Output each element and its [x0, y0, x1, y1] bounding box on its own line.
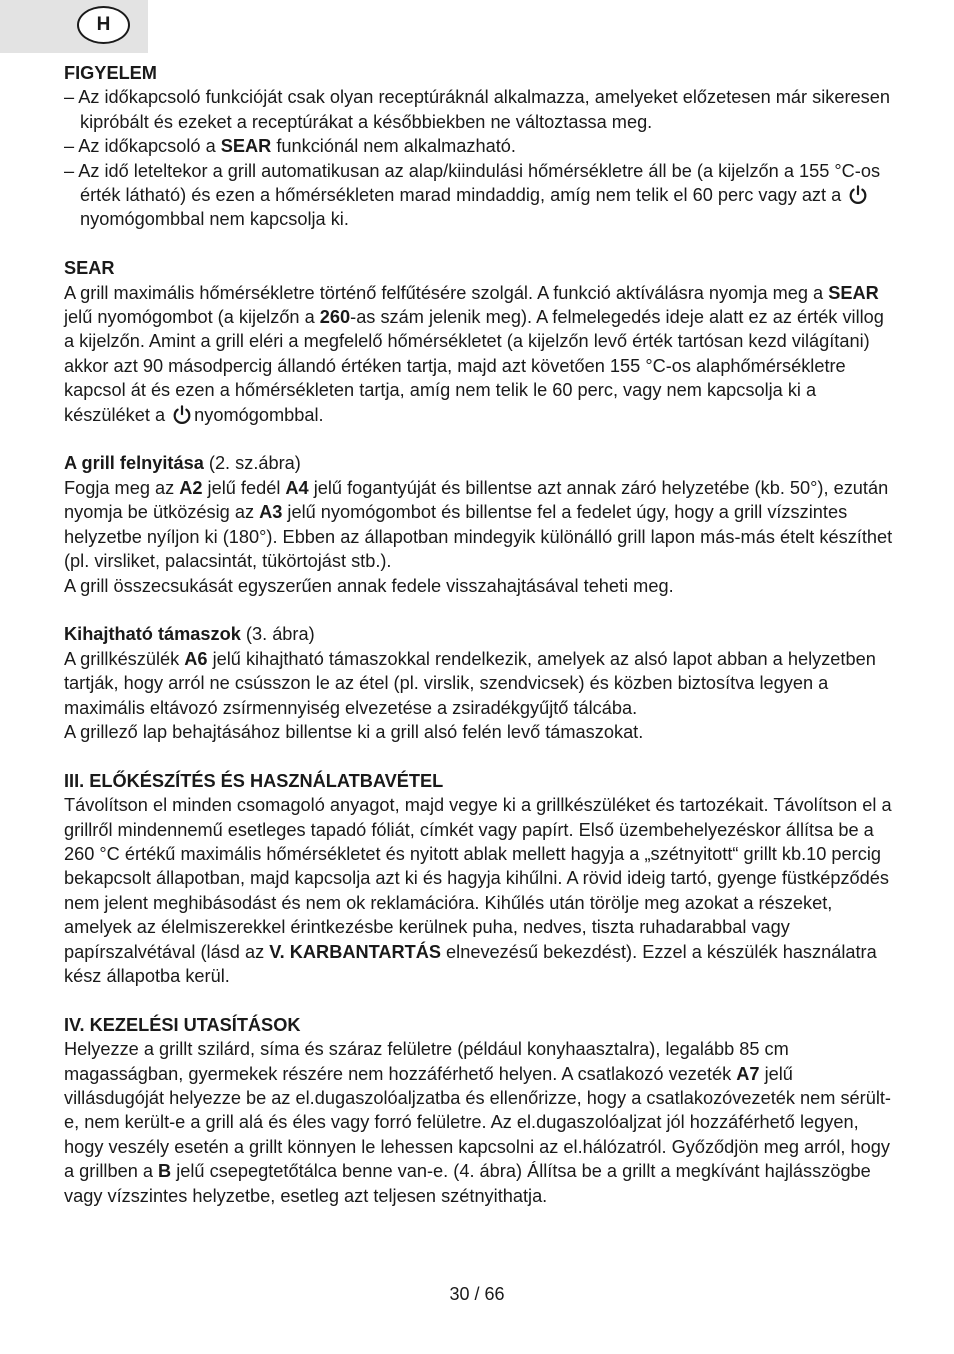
power-icon	[847, 184, 869, 206]
language-badge: H	[77, 6, 130, 44]
list-item: – Az idő leteltekor a grill automatikusan az alap/kiindulási hőmérsékletre áll be (a kijelzőn a 155 °C-os érték látható) és ezen a hőmérsékleten marad mindaddig, amíg nem telik el 60 perc vagy azt a nyomógombbal nem kapcsolja ki.	[64, 160, 881, 230]
paragraph: A grill maximális hőmérsékletre történő felfűtésére szolgál. A funkció aktíválásra nyomja meg a SEAR jelű nyomógombot (a kijelzőn a 260-as szám jelenik meg). A felmelegedés ideje alatt ez az érték villog a kijelzőn. Amint a grill eléri a megfelelő hőmérsékletet (a kijelzőn levő érték tartósan kezd világítani) akkor azt 90 másodpercig állandó értéken tartja, majd azt követően 155 °C-os alaphőmérsékletre kapcsol át és ezen a hőmérsékleten tartja, amíg nem telik le 60 perc, vagy nem kapcsolja ki a készüléket a nyomógombbal.	[64, 282, 884, 425]
power-icon	[171, 404, 193, 426]
section-sear	[64, 256, 894, 427]
section-felnyitas	[64, 451, 894, 597]
section-kezelesi	[64, 1013, 894, 1208]
paragraph: Helyezze a grillt szilárd, síma és száraz felületre (például konyhaasztalra), legalább 85 cm magasságban, gyermekek részére nem hozzáférhető helyen. A csatlakozó vezeték A7 jelű villásdugóját helyezze be az el.dugaszolóaljzatba és ellenőrizze, hogy a csatlakozóvezeték nem sérült-e, nem került-e a grill alá és éles vagy forró felületre. Az el.dugaszolóaljzat jól hozzáférhető legyen, hogy veszély esetén a grillt könnyen le lehessen kapcsolni az el.hálózatról. Győződjön meg arról, hogy a grillben a B jelű csepegtetőtálca benne van-e. (4. ábra) Állítsa be a grillt a megkívánt hajlásszögbe vagy vízszintes helyzetbe, esetleg azt teljesen szétnyithatja.	[64, 1039, 891, 1206]
section-heading: A grill felnyitása (2. sz.ábra)	[64, 453, 301, 474]
document-body	[64, 61, 894, 1232]
paragraph: A grillező lap behajtásához billentse ki a grill alsó felén levő támaszokat.	[64, 721, 644, 742]
paragraph: A grill összecsukását egyszerűen annak fedele visszahajtásával teheti meg.	[64, 575, 674, 596]
paragraph: Távolítson el minden csomagoló anyagot, majd vegye ki a grillkészüléket és tartozékait. Távolítson el a grillről mindennemű esetleges tapadó fóliát, címkét vagy papírt. Első üzembehelyezéskor állítsa be a 260 °C értékű maximális hőmérsékletet és nyitott ablak mellett hagyja a „szétnyitott“ grillt kb.10 percig bekapcsolt állapotban, majd kapcsolja azt ki és hagyja kihűlni. A rövid ideig tartó, gyenge füstképződés nem jelent meghibásodást és nem ok reklamációra. Kihűlés után törölje meg azokat a részeket, amelyek az élelmiszerekkel érintkezésbe kerülnek puha, nedves, tiszta ruhadarabbal vagy papírszalvétával (lásd az V. KARBANTARTÁS elnevezésű bekezdést). Ezzel a készülék használatra kész állapotba kerül.	[64, 795, 892, 986]
paragraph: A grillkészülék A6 jelű kihajtható támaszokkal rendelkezik, amelyek az alsó lapot abban a helyzetben tartják, hogy arról ne csússzon le az étel (pl. virslik, szendvicsek) és közben biztosítva legyen a maximális eltávozó zsírmennyiség elvezetése a zsiradékgyűjtő tálcába.	[64, 648, 876, 718]
list-item: – Az időkapcsoló funkcióját csak olyan receptúráknál alkalmazza, amelyeket előzetesen már sikeresen kipróbált és ezeket a receptúrákat a későbbiekben ne változtassa meg.	[64, 87, 890, 132]
page-number: 30 / 66	[449, 1284, 505, 1304]
paragraph: Fogja meg az A2 jelű fedél A4 jelű fogantyúját és billentse azt annak záró helyzetébe (kb. 50°), ezután nyomja be ütközésig az A3 jelű nyomógombot és billentse fel a fedelet úgy, hogy a grill vízszintes helyzetbe nyíljon ki (180°). Ebben az állapotban mindegyik különálló grill lapon más-más ételt készíthet (pl. virsliket, palacsintát, tükörtojást stb.).	[64, 477, 893, 572]
section-tamaszok	[64, 622, 894, 744]
language-tab	[0, 0, 148, 53]
section-heading: III. ELŐKÉSZÍTÉS ÉS HASZNÁLATBAVÉTEL	[64, 770, 444, 791]
section-heading: IV. KEZELÉSI UTASÍTÁSOK	[64, 1014, 301, 1035]
section-heading: Kihajtható támaszok (3. ábra)	[64, 624, 315, 645]
section-heading: SEAR	[64, 258, 115, 279]
section-figyelem	[64, 61, 894, 232]
section-elokeszites	[64, 769, 894, 989]
list-item: – Az időkapcsoló a SEAR funkciónál nem alkalmazható.	[64, 136, 516, 157]
section-heading: FIGYELEM	[64, 63, 157, 83]
